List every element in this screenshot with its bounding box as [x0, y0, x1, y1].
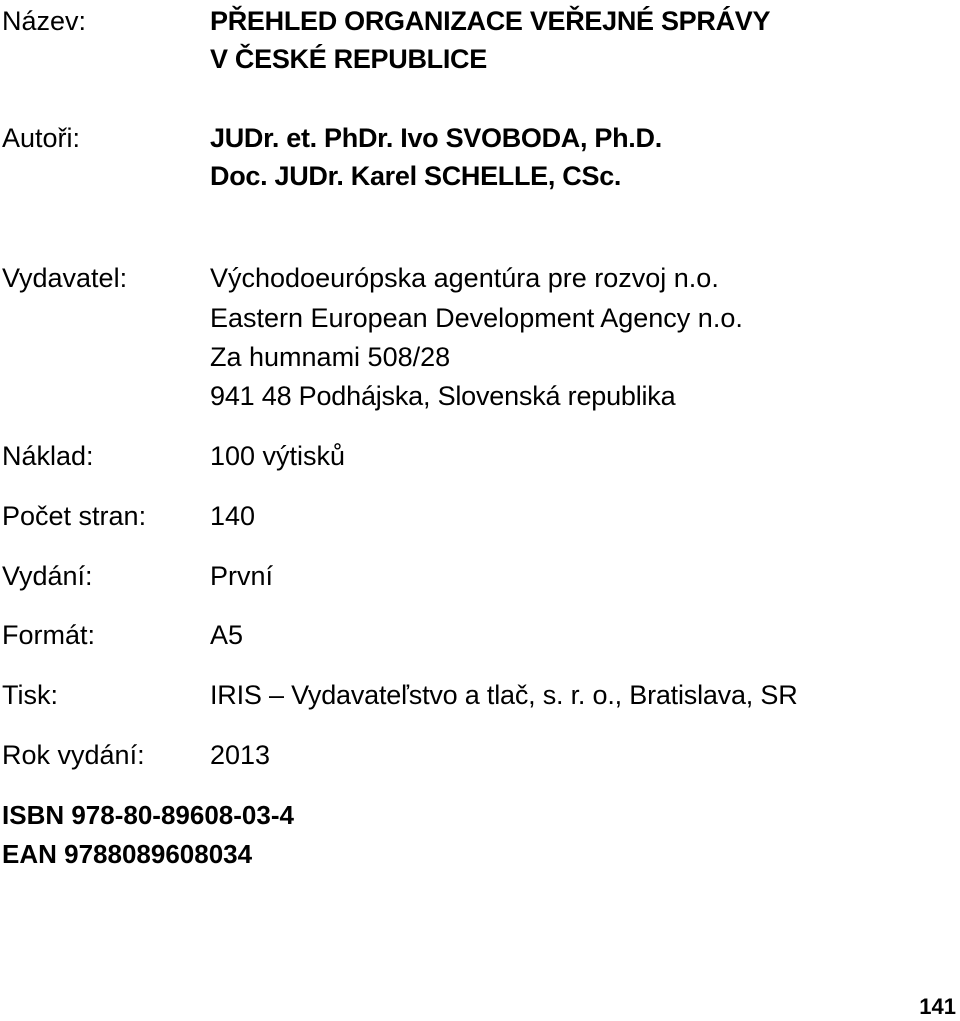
vydani-label: Vydání:: [2, 561, 93, 591]
rok-vydani-value: 2013: [210, 740, 271, 770]
tisk-label: Tisk:: [2, 680, 58, 710]
isbn: ISBN 978-80-89608-03-4: [2, 800, 294, 830]
publisher-line-3: Za humnami 508/28: [210, 342, 451, 372]
vydavatel-label: Vydavatel:: [2, 263, 128, 293]
publisher-line-4: 941 48 Podhájska, Slovenská republika: [210, 381, 676, 411]
page-number: 141: [919, 994, 956, 1019]
pocet-stran-label: Počet stran:: [2, 501, 147, 531]
publisher-line-1: Východoeurópska agentúra pre rozvoj n.o.: [210, 263, 719, 293]
autori-label: Autoři:: [2, 123, 81, 153]
ean: EAN 9788089608034: [2, 839, 253, 869]
author-1: JUDr. et. PhDr. Ivo SVOBODA, Ph.D.: [210, 123, 662, 153]
format-label: Formát:: [2, 620, 96, 650]
publisher-line-2: Eastern European Development Agency n.o.: [210, 303, 743, 333]
title-line-2: V ČESKÉ REPUBLICE: [210, 44, 487, 74]
vydani-value: První: [210, 561, 274, 591]
pocet-stran-value: 140: [210, 501, 256, 531]
tisk-value: IRIS – Vydavateľstvo a tlač, s. r. o., Bratislava, SR: [210, 680, 798, 710]
naklad-label: Náklad:: [2, 441, 94, 471]
nazev-label: Název:: [2, 6, 87, 36]
rok-vydani-label: Rok vydání:: [2, 740, 145, 770]
format-value: A5: [210, 620, 244, 650]
author-2: Doc. JUDr. Karel SCHELLE, CSc.: [210, 161, 622, 191]
naklad-value: 100 výtisků: [210, 441, 346, 471]
title-line-1: PŘEHLED ORGANIZACE VEŘEJNÉ SPRÁVY: [210, 6, 771, 36]
